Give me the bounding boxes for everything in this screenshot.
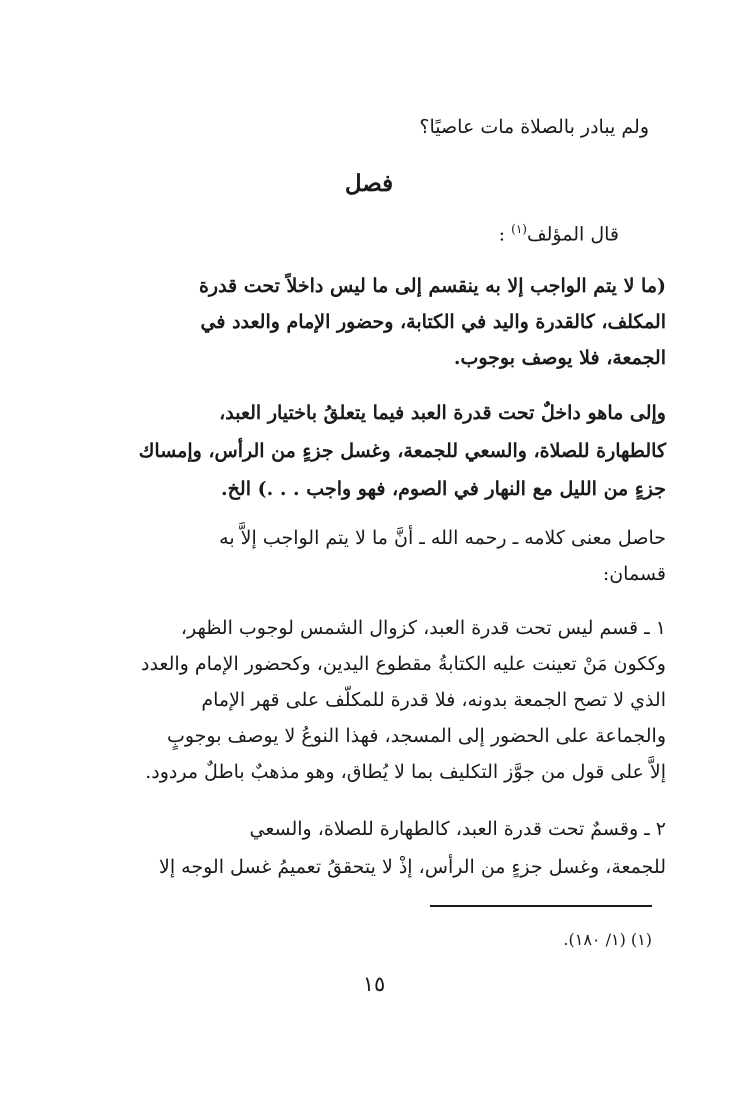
body-line: والجماعة على الحضور إلى المسجد، فهذا النوعُ لا يوصف بوجوبٍ (166, 725, 666, 747)
author-said-line (219, 222, 619, 245)
quote-line: (ما لا يتم الواجب إلا به ينقسم إلى ما ليس داخلاً تحت قدرة (198, 275, 666, 297)
colon: : (498, 223, 506, 246)
body-line: حاصل معنى كلامه ـ رحمه الله ـ أنَّ ما لا يتم الواجب إلاَّ به (219, 527, 666, 549)
page-number-text: ١٥ (362, 972, 386, 996)
quoted-paragraph-1 (84, 268, 666, 376)
section-heading (319, 170, 419, 197)
section-2-paragraph (84, 810, 666, 886)
quote-line: الجمعة، فلا يوصف بوجوب. (453, 347, 666, 369)
quote-line: جزءٍ من الليل مع النهار في الصوم، فهو واجب . . .) الخ. (221, 478, 666, 500)
body-line: قسمان: (602, 563, 666, 585)
body-line: الذي لا تصح الجمعة بدونه، فلا قدرة للمكلّف على قهر الإمام (201, 689, 666, 711)
page-number (299, 972, 449, 996)
footnote-text: (١) (١/ ١٨٠). (563, 930, 652, 949)
body-line: للجمعة، وغسل جزءٍ من الرأس، إذْ لا يتحققُ تعميمُ غسل الوجه إلا (159, 856, 666, 878)
body-line: وككون مَنْ تعينت عليه الكتابةُ مقطوع اليدين، وكحضور الإمام والعدد (141, 653, 666, 675)
body-line: إلاَّ على قول من جوَّز التكليف بما لا يُطاق، وهو مذهبٌ باطلٌ مردود. (145, 761, 666, 783)
quote-line: وإلى ماهو داخلٌ تحت قدرة العبد فيما يتعلقُ باختيار العبد، (219, 402, 666, 424)
body-line: ٢ ـ وقسمٌ تحت قدرة العبد، كالطهارة للصلاة، والسعي (249, 818, 666, 840)
quote-line: كالطهارة للصلاة، والسعي للجمعة، وغسل جزءٍ من الرأس، وإمساك (138, 440, 666, 462)
section-1-paragraph (84, 610, 666, 790)
line: ولم يبادر بالصلاة مات عاصيًا؟ (419, 116, 649, 138)
heading-text: فصل (344, 170, 394, 197)
explanation-paragraph (84, 520, 666, 592)
quoted-paragraph-2 (84, 394, 666, 508)
body-line: ١ ـ قسم ليس تحت قدرة العبد، كزوال الشمس لوجوب الظهر، (180, 617, 666, 639)
author-text: قال المؤلف (526, 223, 619, 246)
footnote (352, 930, 652, 949)
quote-line: المكلف، كالقدرة واليد في الكتابة، وحضور الإمام والعدد في (200, 311, 666, 333)
footnote-ref[interactable]: (١) (511, 222, 527, 236)
footnote-divider (430, 905, 652, 907)
author-line (219, 222, 619, 245)
text-line-1 (89, 116, 649, 138)
